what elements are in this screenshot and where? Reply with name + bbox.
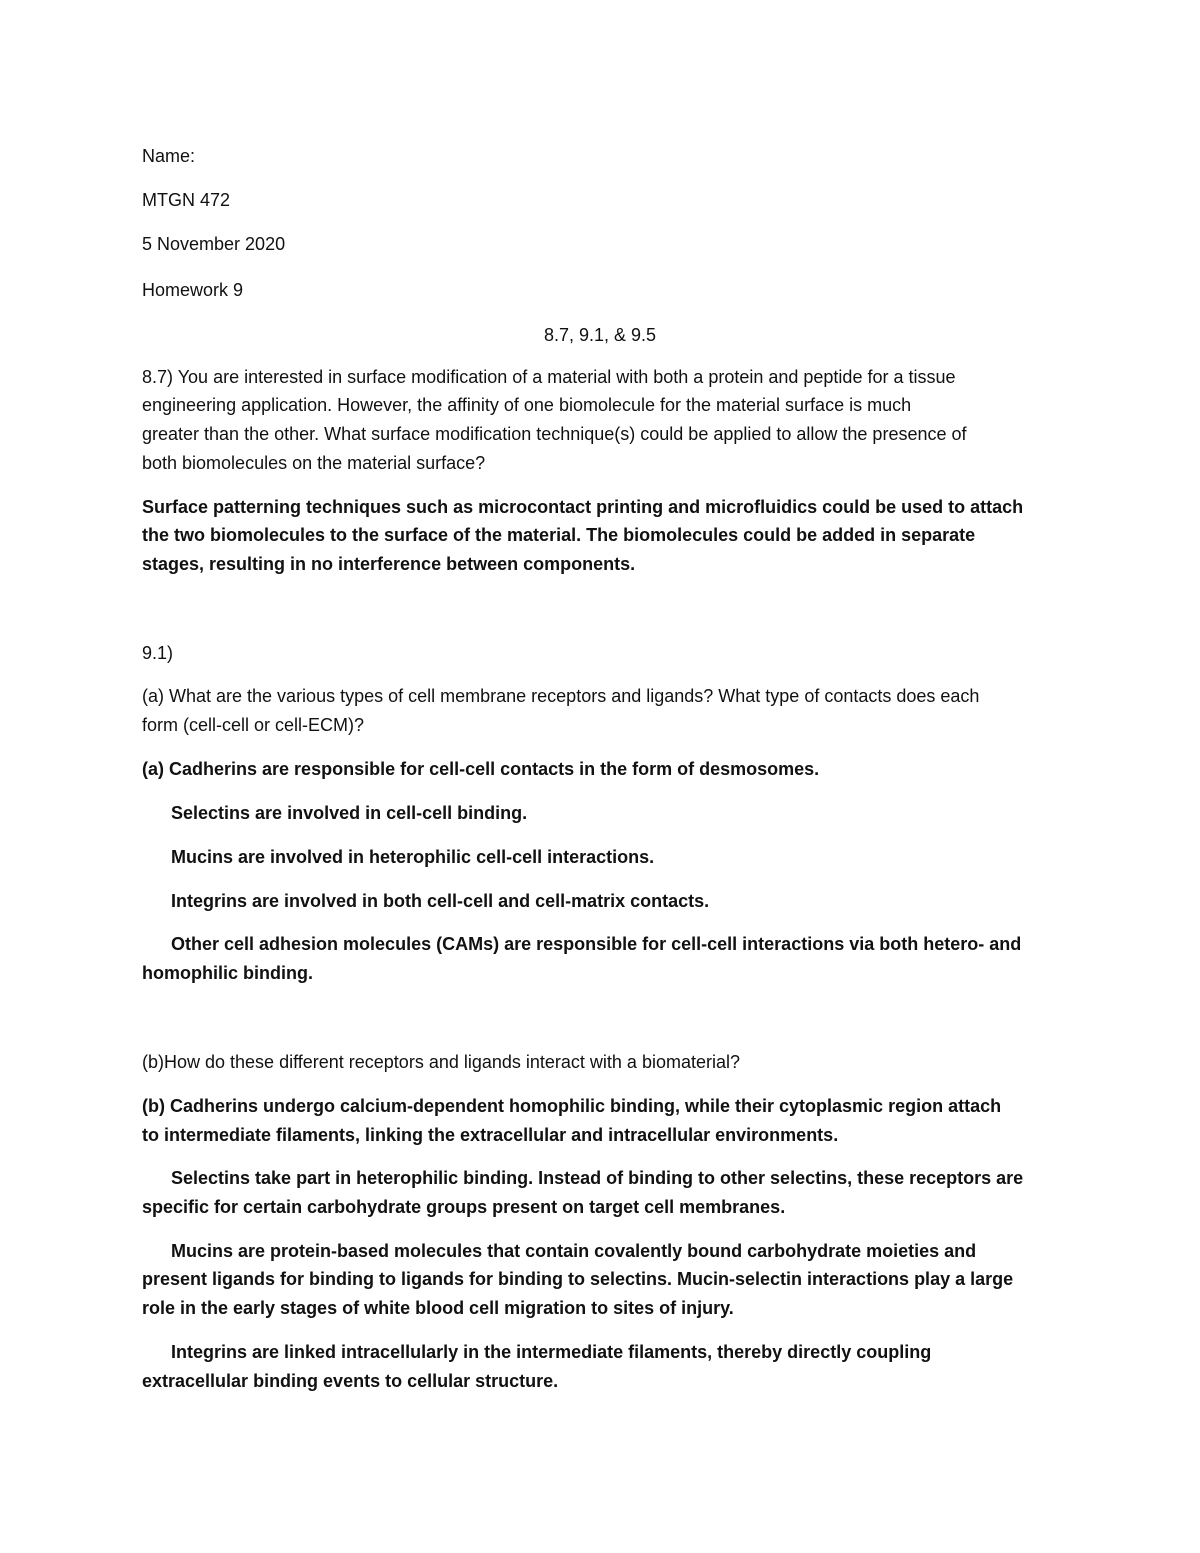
problem-list: 8.7, 9.1, & 9.5: [543, 325, 657, 345]
date: 5 November 2020: [142, 234, 286, 254]
q87-question-line: 8.7) You are interested in surface modification of a material with both a protein and peptide for a tissue: [142, 367, 956, 387]
q91a-question-line: form (cell-cell or cell-ECM)?: [142, 715, 365, 735]
course-code: MTGN 472: [142, 190, 231, 210]
q87-question-line: greater than the other. What surface modification technique(s) could be applied to allow the presence of: [142, 424, 967, 444]
q87-question-line: engineering application. However, the affinity of one biomolecule for the material surface is much: [142, 395, 912, 415]
q87-question-line: both biomolecules on the material surface?: [142, 453, 486, 473]
q91a-answer-cams-line: homophilic binding.: [142, 963, 313, 983]
q91-label: 9.1): [142, 643, 174, 663]
q91a-answer-integrins: Integrins are involved in both cell-cell and cell-matrix contacts.: [171, 891, 710, 911]
q91b-question: (b)How do these different receptors and ligands interact with a biomaterial?: [142, 1052, 740, 1072]
q91b-answer-selectins-line: specific for certain carbohydrate groups present on target cell membranes.: [142, 1197, 786, 1217]
q91b-answer-cadherins-line: to intermediate filaments, linking the extracellular and intracellular environments.: [142, 1125, 839, 1145]
q91b-answer-cadherins-line: (b) Cadherins undergo calcium-dependent homophilic binding, while their cytoplasmic region attach: [142, 1096, 1002, 1116]
q91a-answer-selectins: Selectins are involved in cell-cell binding.: [171, 803, 528, 823]
q91b-answer-integrins-line: extracellular binding events to cellular structure.: [142, 1371, 559, 1391]
q91a-question-line: (a) What are the various types of cell membrane receptors and ligands? What type of contacts does each: [142, 686, 980, 706]
q91a-answer-cams-line: Other cell adhesion molecules (CAMs) are responsible for cell-cell interactions via both hetero- and: [171, 934, 1022, 954]
q91a-answer-mucins: Mucins are involved in heterophilic cell-cell interactions.: [171, 847, 655, 867]
q91b-answer-integrins-line: Integrins are linked intracellularly in the intermediate filaments, thereby directly coupling: [171, 1342, 932, 1362]
q91b-answer-mucins-line: role in the early stages of white blood cell migration to sites of injury.: [142, 1298, 734, 1318]
q91b-answer-selectins-line: Selectins take part in heterophilic binding. Instead of binding to other selectins, these receptors are: [171, 1168, 1024, 1188]
q91b-answer-mucins-line: Mucins are protein-based molecules that contain covalently bound carbohydrate moieties and: [171, 1241, 977, 1261]
q91b-answer-mucins-line: present ligands for binding to ligands for binding to selectins. Mucin-selectin interactions play a large: [142, 1269, 1014, 1289]
q87-answer-line: the two biomolecules to the surface of the material. The biomolecules could be added in separate: [142, 525, 976, 545]
name-label: Name:: [142, 146, 196, 166]
q87-answer-line: stages, resulting in no interference between components.: [142, 554, 636, 574]
assignment-title: Homework 9: [142, 280, 244, 300]
q87-answer-line: Surface patterning techniques such as microcontact printing and microfluidics could be used to attach: [142, 497, 1024, 517]
q91a-answer-cadherins: (a) Cadherins are responsible for cell-cell contacts in the form of desmosomes.: [142, 759, 820, 779]
